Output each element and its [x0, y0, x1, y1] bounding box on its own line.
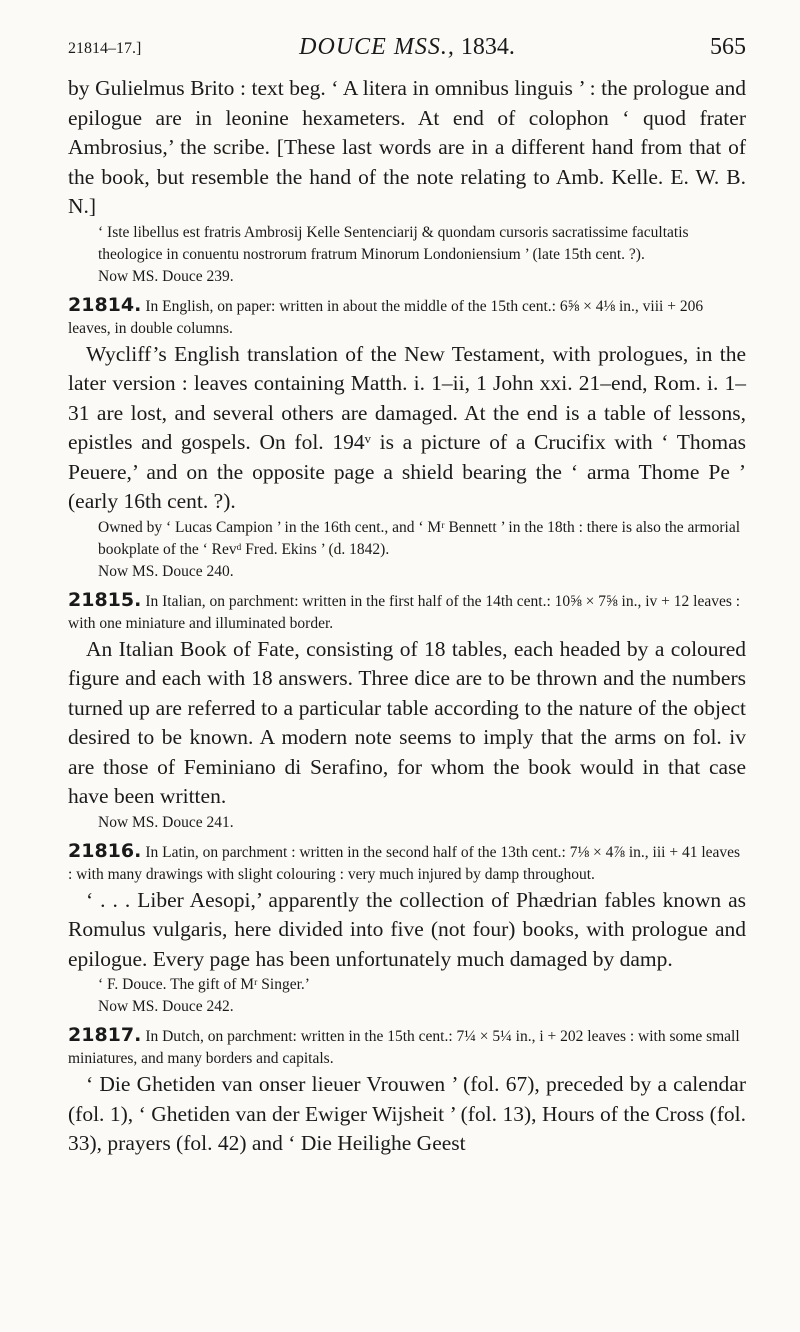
entry-number: 21817. — [68, 1024, 142, 1046]
entry-heading — [68, 294, 746, 340]
intro-now-ms: Now MS. Douce 239. — [98, 267, 234, 285]
entry-heading — [68, 840, 746, 886]
entry-description: In Latin, on parchment : written in the second half of the 13th cent.: 7⅛ × 4⅞ in., iii + 41 leaves : with many drawings with slight colouring : very much injured by damp throughout. — [68, 843, 741, 883]
entry-number: 21814. — [68, 293, 142, 316]
running-header — [68, 30, 746, 74]
entry-text: Wycliff’s English translation of the New Testament, with prologues, in the later version : leaves containing Matth. i. 1–ii, 1 John xxi. 21–end, Rom. i. 1–31 are lost, and several others are damaged. At the end is a table of lessons, epistles and gospels. On fol. 194ᵛ is a picture of a Crucifix with ‘ Thomas Peuere,’ and on the opposite page a shield bearing the ‘ arma Thome Pe ’ (early 16th cent. ?). — [68, 341, 746, 513]
header-title — [68, 34, 746, 61]
entry-number: 21815. — [68, 588, 142, 611]
entry-21814 — [68, 294, 746, 583]
intro-paragraph: by Gulielmus Brito : text beg. ‘ A litera in omnibus linguis ’ : the prologue and epilogue are in leonine hexameters. At end of colophon ‘ quod frater Ambrosius,’ the scribe. [These last words are in a different hand from that of the book, but resemble the hand of the note relating to Amb. Kelle. E. W. B. N.] — [68, 76, 746, 218]
entry-text: An Italian Book of Fate, consisting of 18 tables, each headed by a coloured figure and each with 18 answers. Three dice are to be thrown and the numbers turned up are referred to a particular table according to the nature of the object desired to be known. A modern note seems to imply that the arms on fol. iv are those of Feminiano di Serafino, for whom the book would in that case have been written. — [68, 636, 746, 808]
entry-heading — [68, 589, 746, 635]
entry-note: ‘ F. Douce. The gift of Mʳ Singer.’ — [98, 976, 310, 993]
page-number: 565 — [710, 34, 746, 60]
entry-text: ‘ . . . Liber Aesopi,’ apparently the collection of Phædrian fables known as Romulus vulgaris, here divided into five (not four) books, with prologue and epilogue. Every page has been unfortunately much damaged by damp. — [68, 887, 746, 971]
header-title-text: DOUCE MSS., — [299, 34, 455, 60]
entry-note: Owned by ‘ Lucas Campion ’ in the 16th cent., and ‘ Mʳ Bennett ’ in the 18th : there is also the armorial bookplate of the ‘ Revᵈ Fred. Ekins ’ (d. 1842). — [98, 518, 741, 558]
header-year: 1834. — [460, 34, 515, 60]
entry-21815 — [68, 589, 746, 834]
entry-21817 — [68, 1024, 746, 1159]
entry-now-ms: Now MS. Douce 242. — [98, 998, 234, 1015]
entry-description: In Dutch, on parchment: written in the 15th cent.: 7¼ × 5¼ in., i + 202 leaves : with some small miniatures, and many borders and capitals. — [68, 1028, 740, 1067]
entry-text: ‘ Die Ghetiden van onser lieuer Vrouwen ’ (fol. 67), preceded by a calendar (fol. 1), ‘ Ghetiden van der Ewiger Wijsheit ’ (fol. 13), Hours of the Cross (fol. 33), prayers (fol. 42) and ‘ Die Heilighe Geest — [68, 1072, 746, 1155]
entry-heading — [68, 1024, 746, 1070]
entry-now-ms: Now MS. Douce 241. — [98, 813, 234, 831]
entry-21816 — [68, 840, 746, 1019]
header-entry-range: 21814–17.] — [68, 40, 142, 57]
entry-now-ms: Now MS. Douce 240. — [98, 562, 234, 580]
intro-quote: ‘ Iste libellus est fratris Ambrosij Kelle Sentenciarij & quondam cursoris sacratissime facultatis theologice in conuentu nostrorum fratrum Minorum Londoniensium ’ (late 15th cent. ?). — [98, 223, 689, 263]
entry-description: In Italian, on parchment: written in the first half of the 14th cent.: 10⅝ × 7⅝ in., iv + 12 leaves : with one miniature and illuminated border. — [68, 592, 741, 632]
entry-number: 21816. — [68, 839, 142, 862]
entry-description: In English, on paper: written in about the middle of the 15th cent.: 6⅝ × 4⅛ in., viii + 206 leaves, in double columns. — [68, 297, 704, 337]
